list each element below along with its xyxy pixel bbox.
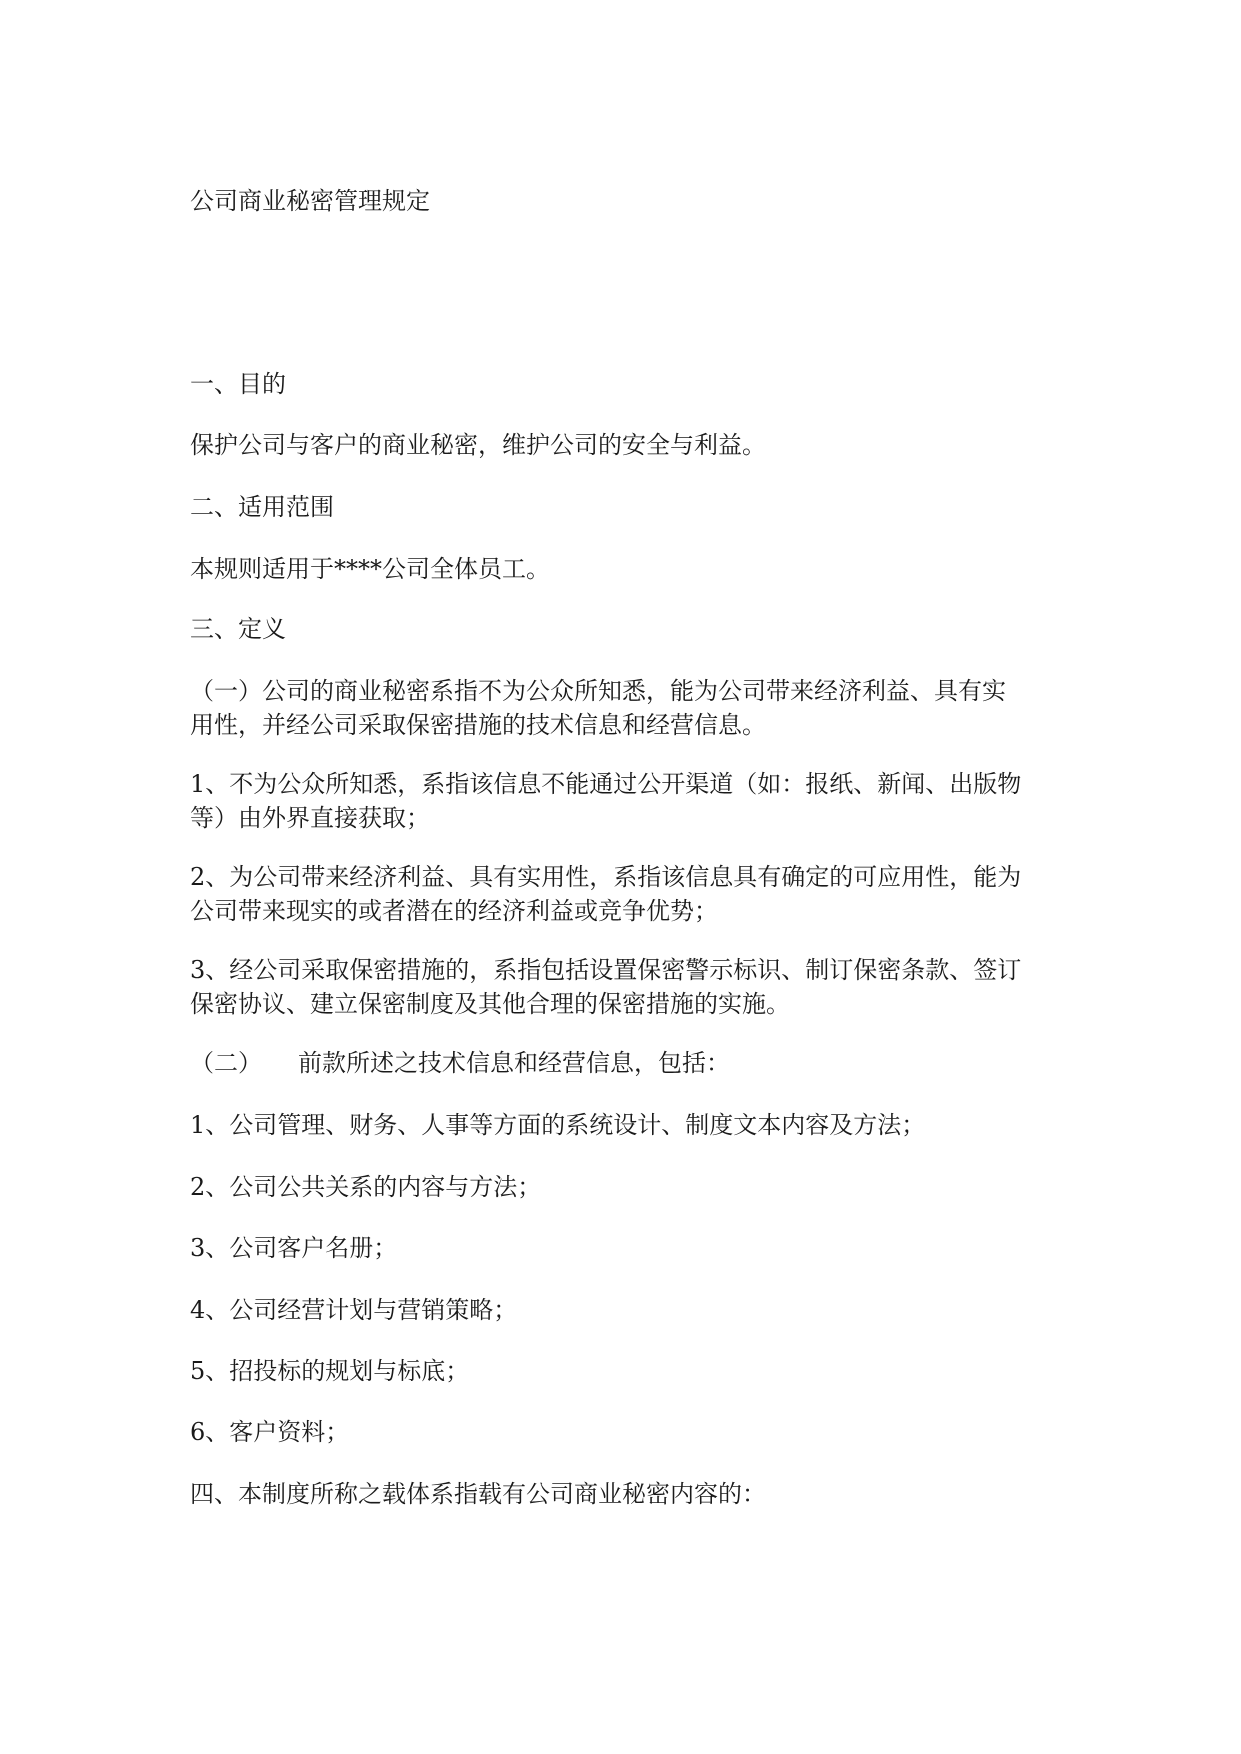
paragraph-line: 保密协议、建立保密制度及其他合理的保密措施的实施。 (190, 990, 790, 1018)
list-item: 5、招投标的规划与标底； (190, 1357, 470, 1385)
paragraph-line: 公司带来现实的或者潜在的经济利益或竞争优势； (190, 897, 718, 925)
purpose-text: 保护公司与客户的商业秘密，维护公司的安全与利益。 (190, 431, 766, 459)
definition-paragraph-2 (190, 767, 1060, 835)
list-item: 2、公司公共关系的内容与方法； (190, 1173, 542, 1201)
paragraph-line: 3、经公司采取保密措施的，系指包括设置保密警示标识、制订保密条款、签订 (190, 956, 1022, 984)
subsection-two (190, 1046, 730, 1080)
definition-paragraph-3 (190, 860, 1060, 928)
paragraph-line: 2、为公司带来经济利益、具有实用性，系指该信息具有确定的可应用性，能为 (190, 863, 1022, 891)
paragraph-line: 等）由外界直接获取； (190, 804, 430, 832)
list-item: 3、公司客户名册； (190, 1234, 398, 1262)
definition-paragraph-4 (190, 953, 1060, 1021)
definition-paragraph-1 (190, 674, 1060, 742)
subsection-text: 前款所述之技术信息和经营信息，包括： (298, 1049, 730, 1077)
paragraph-line: 1、不为公众所知悉，系指该信息不能通过公开渠道（如：报纸、新闻、出版物 (190, 770, 1022, 798)
list-item: 1、公司管理、财务、人事等方面的系统设计、制度文本内容及方法； (190, 1111, 926, 1139)
section-heading-scope: 二、适用范围 (190, 493, 334, 521)
paragraph-line: 用性，并经公司采取保密措施的技术信息和经营信息。 (190, 711, 766, 739)
document-title: 公司商业秘密管理规定 (190, 187, 430, 215)
paragraph-line: （一）公司的商业秘密系指不为公众所知悉，能为公司带来经济利益、具有实 (190, 677, 1006, 705)
section-heading-carrier: 四、本制度所称之载体系指载有公司商业秘密内容的： (190, 1480, 766, 1508)
list-item: 4、公司经营计划与营销策略； (190, 1296, 518, 1324)
section-heading-definition: 三、定义 (190, 615, 286, 643)
section-heading-purpose: 一、目的 (190, 370, 286, 398)
list-item: 6、客户资料； (190, 1418, 350, 1446)
scope-text: 本规则适用于****公司全体员工。 (190, 555, 550, 583)
subsection-prefix: （二） (190, 1049, 262, 1077)
